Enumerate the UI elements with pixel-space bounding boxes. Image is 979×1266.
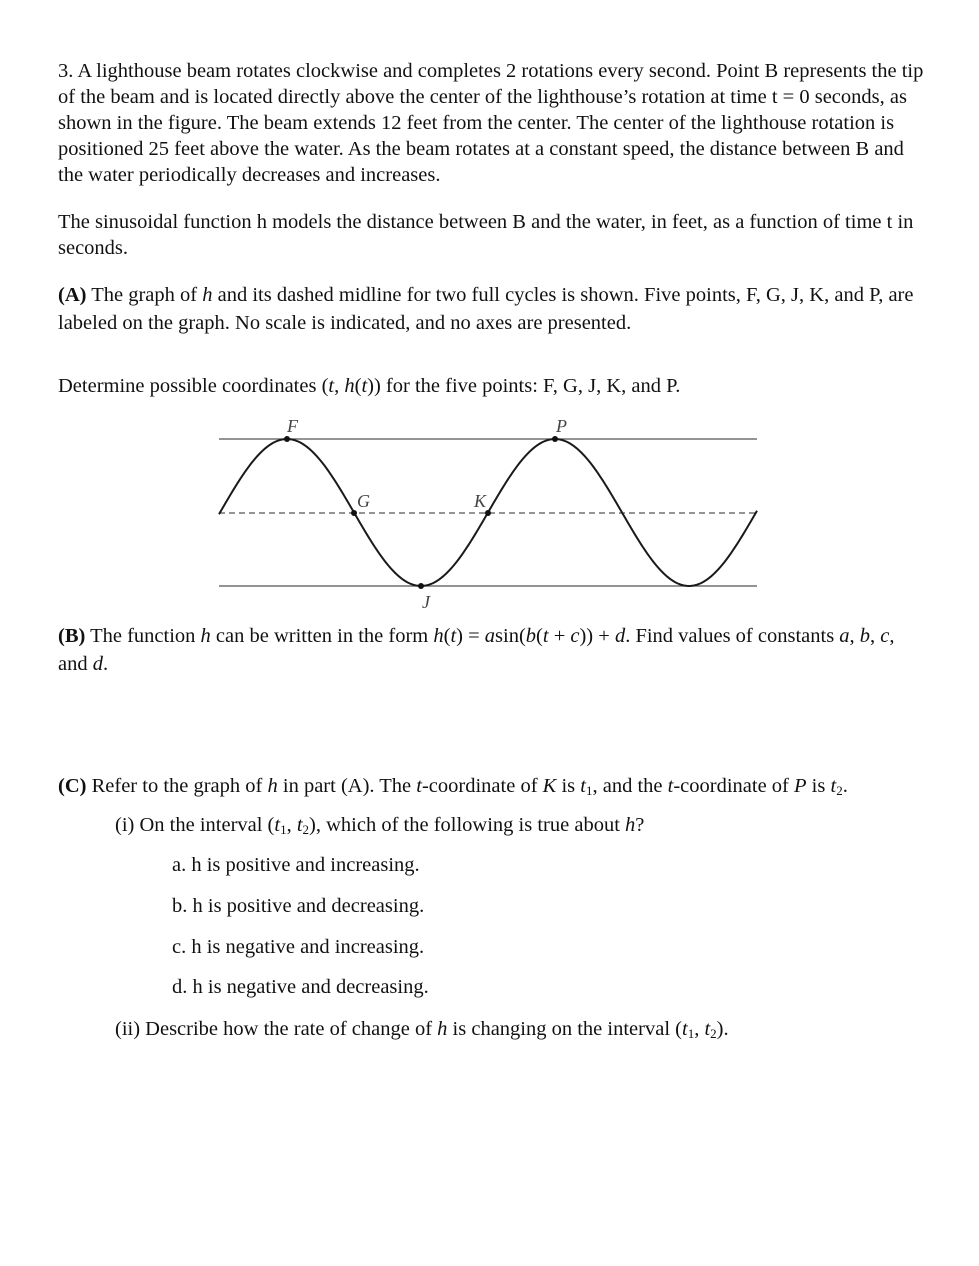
label-G: G — [357, 491, 370, 511]
label-J: J — [422, 592, 430, 612]
part-a-label: (A) — [58, 284, 87, 306]
part-c-ii-question: (ii) Describe how the rate of change of h is changing on the interval ($t_1$, $t_2$). — [115, 1018, 729, 1041]
part-a-text: (A) The graph of h and its dashed midline for two full cycles is shown. Five points, F, G, J, K, and P, are labeled on the graph. No scale is indicated, and no axes are presented. — [58, 284, 914, 334]
option-c: c. h is negative and increasing. — [172, 936, 425, 958]
part-c-label: (C) — [58, 775, 87, 797]
label-P: P — [556, 416, 567, 436]
part-c-text: (C) Refer to the graph of h in part (A). The t-coordinate of K is $t_1$, and the t-coordinate of P is $t_2$. — [58, 775, 848, 798]
part-c-i-question: (i) On the interval ($t_1$, $t_2$), which of the following is true about h? — [115, 814, 645, 837]
point-J — [418, 583, 424, 589]
part-b-text: (B) The function h can be written in the form h(t) = asin(b(t + c)) + d. Find values of constants a, b, c, and d. — [58, 625, 895, 675]
option-a: a. h is positive and increasing. — [172, 854, 420, 876]
label-F: F — [287, 416, 298, 436]
point-F — [284, 436, 290, 442]
problem-intro: 3. A lighthouse beam rotates clockwise and completes 2 rotations every second. Point B represents the tip of the beam and is located directly above the center of the lighthouse’s rotation at time t = 0 seconds, as shown in the figure. The beam extends 12 feet from the center. The center of the lighthouse rotation is positioned 25 feet above the water. As the beam rotates at a constant speed, the distance between B and the water periodically decreases and increases. — [58, 60, 924, 186]
option-d: d. h is negative and decreasing. — [172, 976, 429, 998]
sinusoid-graph — [212, 410, 772, 616]
point-P — [552, 436, 558, 442]
option-b: b. h is positive and decreasing. — [172, 895, 425, 917]
part-a-task: Determine possible coordinates (t, h(t)) for the five points: F, G, J, K, and P. — [58, 375, 681, 397]
problem-text — [58, 58, 928, 399]
function-definition: The sinusoidal function h models the distance between B and the water, in feet, as a function of time t in seconds. — [58, 211, 914, 259]
part-b-label: (B) — [58, 625, 86, 647]
label-K: K — [474, 491, 487, 511]
